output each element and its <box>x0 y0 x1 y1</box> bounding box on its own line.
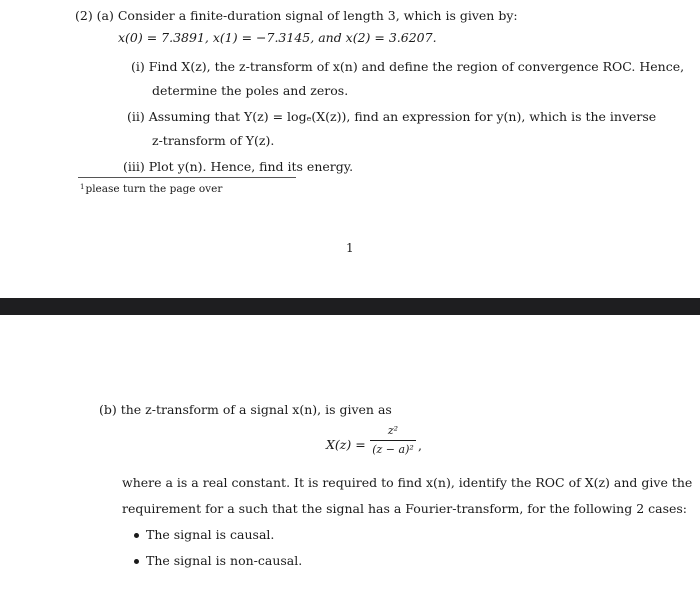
question-2b-text-line1: where a is a real constant. It is required to find x(n), identify the ROC of X(z) and give the <box>122 475 693 490</box>
bullet-icon <box>134 533 139 538</box>
part-ii-text-line1: (ii) Assuming that Y(z) = logₑ(X(z)), find an expression for y(n), which is the inverse <box>127 109 657 124</box>
case-causal: The signal is causal. <box>146 527 275 542</box>
footnote-text: please turn the page over <box>85 183 223 195</box>
formula-numerator: z² <box>387 424 399 437</box>
footnote <box>80 181 222 196</box>
question-2b-text-line2: requirement for a such that the signal has a Fourier-transform, for the following 2 cases: <box>122 501 688 516</box>
question-2b-label: (b) the z-transform of a signal x(n), is given as <box>99 402 392 417</box>
page-divider <box>0 298 700 315</box>
bullet-icon <box>134 559 139 564</box>
case-non-causal: The signal is non-causal. <box>146 553 303 568</box>
part-ii-text-line2: z-transform of Y(z). <box>152 133 275 148</box>
fraction-bar <box>370 440 416 441</box>
page-number: 1 <box>346 241 354 255</box>
part-i-text-line1: (i) Find X(z), the z-transform of x(n) and define the region of convergence ROC. Hence, <box>131 59 685 74</box>
page-2 <box>0 315 700 599</box>
formula-fraction <box>370 424 416 457</box>
page-1 <box>0 0 700 298</box>
signal-values: x(0) = 7.3891, x(1) = −7.3145, and x(2) = 3.6207. <box>118 30 437 45</box>
footnote-marker: 1 <box>80 183 85 191</box>
question-2a-label: (2) (a) Consider a finite-duration signal of length 3, which is given by: <box>75 8 518 23</box>
part-i-text-line2: determine the poles and zeros. <box>152 83 349 98</box>
part-iii-text: (iii) Plot y(n). Hence, find its energy. <box>123 159 354 174</box>
formula-denominator: (z − a)² <box>372 443 414 456</box>
formula-trailing-comma: , <box>418 438 422 453</box>
footnote-rule <box>78 177 296 178</box>
formula-lhs: X(z) = <box>326 437 366 452</box>
